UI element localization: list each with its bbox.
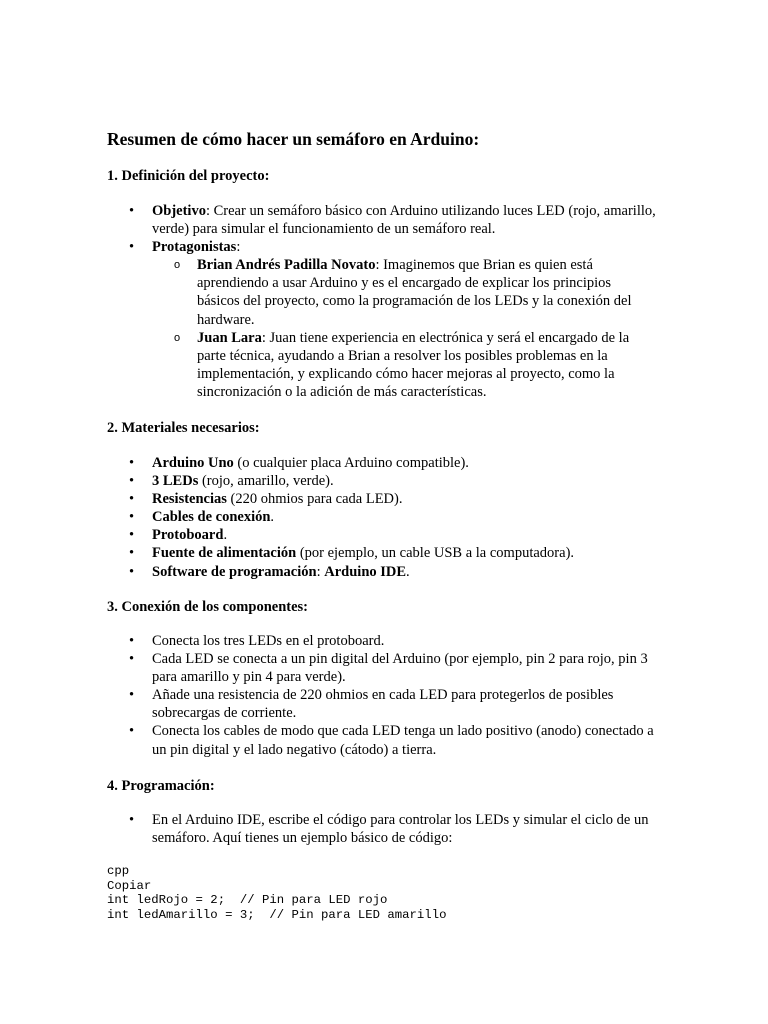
list-item [107, 526, 667, 544]
materiales-list [107, 454, 667, 581]
list-item [107, 490, 667, 508]
list-item: • Cada LED se conecta a un pin digital del Arduino (por ejemplo, pin 2 para rojo, pin 3 para amarillo y pin 4 para verde). [107, 650, 667, 686]
programacion-list [107, 811, 667, 847]
item-text: (o cualquier placa Arduino compatible). [233, 455, 469, 471]
item-text: (220 ohmios para cada LED). [226, 491, 403, 508]
document-title: Resumen de cómo hacer un semáforo en Arduino: [107, 129, 480, 149]
item-bold: Resistencias [152, 491, 227, 508]
code-line: int ledAmarillo = 3; // Pin para LED amarillo [107, 907, 447, 922]
protagonista-item [152, 329, 657, 401]
item-text: (rojo, amarillo, verde). [198, 473, 334, 490]
section-heading-definicion: 1. Definición del proyecto: [107, 168, 270, 184]
protagonistas-colon: : [236, 239, 241, 256]
list-item [107, 472, 667, 490]
section-heading-conexion: 3. Conexión de los componentes: [107, 599, 308, 615]
code-line: int ledRojo = 2; // Pin para LED rojo [107, 893, 388, 907]
protagonista-text: : Juan tiene experiencia en electrónica y será el encargado de la parte técnica, ayudando a Brian a resolver los posibles problemas en la implementación, y explicando cómo hacer mejoras al proyecto, como la sincronización o la adición de más características. [197, 329, 630, 400]
item-bold: 3 LEDs [152, 473, 199, 490]
objetivo-text: : Crear un semáforo básico con Arduino utilizando luces LED (rojo, amarillo, verde) para simular el funcionamiento de un semáforo real. [152, 203, 656, 238]
list-item-objetivo [107, 202, 667, 238]
list-item: • En el Arduino IDE, escribe el código para controlar los LEDs y simular el ciclo de un semáforo. Aquí tienes un ejemplo básico de código: [107, 811, 667, 847]
objetivo-label: Objetivo [152, 203, 206, 219]
item-bold: Arduino Uno [152, 455, 234, 471]
list-item: • Añade una resistencia de 220 ohmios en cada LED para protegerlos de posibles sobrecargas de corriente. [107, 686, 667, 722]
conexion-list [107, 632, 667, 759]
list-item: • Conecta los cables de modo que cada LED tenga un lado positivo (anodo) conectado a un pin digital y el lado negativo (cátodo) a tierra. [107, 722, 667, 758]
section-heading-materiales: 2. Materiales necesarios: [107, 420, 260, 436]
copy-button[interactable]: Copiar [107, 878, 152, 893]
item-text: . [270, 509, 275, 526]
item-bold: Fuente de alimentación [152, 545, 297, 562]
list-item [107, 508, 667, 526]
code-block [107, 864, 446, 922]
item-bold: Arduino IDE [324, 563, 407, 580]
definicion-list [107, 202, 667, 401]
item-bold: Protoboard [152, 527, 224, 544]
protagonistas-label: Protagonistas [152, 239, 237, 256]
protagonista-name: Brian Andrés Padilla Novato [197, 257, 376, 274]
list-item: • Conecta los tres LEDs en el protoboard. [107, 632, 667, 650]
protagonista-item [152, 256, 657, 328]
list-item [107, 563, 667, 581]
protagonistas-list [152, 256, 667, 401]
item-bold: Software de programación [152, 563, 317, 580]
item-text: (por ejemplo, un cable USB a la computadora). [296, 545, 575, 562]
item-bold: Cables de conexión [152, 509, 271, 526]
item-text: : [316, 563, 325, 580]
protagonista-text: : Imaginemos que Brian es quien está aprendiendo a usar Arduino y es el encargado de explicar los principios básicos del proyecto, como la programación de los LEDs y la conexión del hardware. [197, 257, 632, 328]
code-language: cpp [107, 864, 130, 878]
protagonista-name: Juan Lara [197, 329, 262, 346]
list-item [107, 454, 667, 472]
item-text: . [223, 527, 228, 544]
list-item [107, 544, 667, 562]
item-text: . [406, 563, 410, 580]
section-heading-programacion: 4. Programación: [107, 778, 215, 794]
list-item-protagonistas [107, 238, 667, 401]
